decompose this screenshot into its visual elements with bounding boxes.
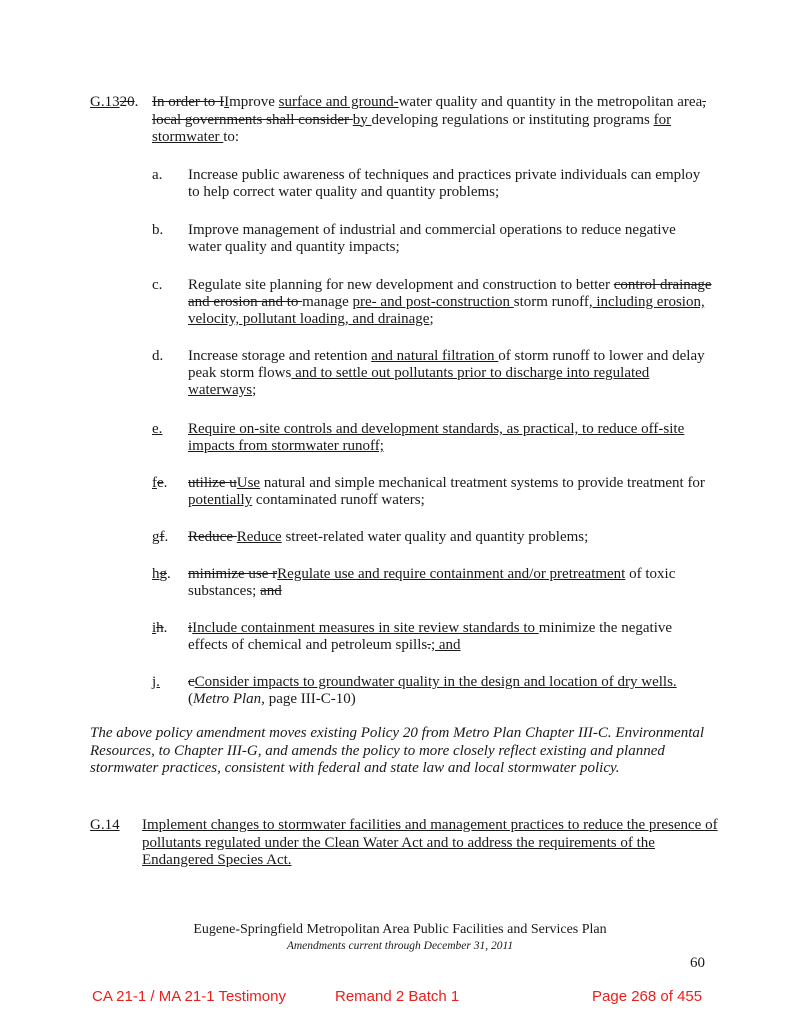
body-text: minimize the negative effects of chemical and petroleum spills [188,620,673,653]
policy-g13 [90,94,730,147]
deleted-text: utilize u [188,475,237,491]
deleted-text: i [188,620,193,636]
inserted-text: Regulate use and require containment and/or pretreatment [277,566,626,582]
list-label [152,475,167,492]
deleted-text: minimize use r [188,566,278,582]
body-text: water quality and quantity in the metropolitan area [398,94,703,110]
footer-title: Eugene-Springfield Metropolitan Area Public Facilities and Services Plan [193,922,607,937]
policy-number-dot: . [134,94,139,110]
body-text: to: [223,129,240,145]
deleted-text: In order to [152,94,220,110]
inserted-text: surface and ground- [278,94,399,110]
citation-page: page III-C-10) [264,691,356,707]
label-dot: . [164,529,169,545]
deleted-text: Reduce [188,529,237,545]
inserted-text: Use [236,475,261,491]
inserted-text: I [224,94,230,110]
list-item-f [152,475,712,509]
inserted-text: Require on-site controls and development standards, as practical, to reduce off-site impacts from stormwater runoff; [188,421,685,454]
label-new: i [152,620,157,636]
list-label: e. [152,421,163,437]
list-label: b. [152,222,164,238]
body-text: of storm runoff to lower and delay peak storm flows [188,348,705,381]
policy-number-new: G.13 [90,94,120,110]
policy-number-deleted: 20 [119,94,135,110]
inserted-text: by [352,111,372,128]
body-text: street-related water quality and quantity problems; [281,529,589,545]
label-deleted: h [156,620,164,636]
page-number: 60 [690,955,705,971]
list-item-e [152,421,712,455]
body-text: mprove [229,94,279,110]
list-text [188,529,712,546]
label-deleted: e [157,475,164,491]
deleted-text: , local governments shall consider [152,94,706,128]
list-text [188,674,712,708]
inserted-text: and to settle out pollutants prior to discharge into regulated waterways [188,365,650,398]
inserted-text: and natural filtration [371,348,499,364]
body-text: Regulate site planning for new development and construction to better [188,277,614,293]
list-label: c. [152,277,163,293]
deleted-text: . [427,637,431,653]
inserted-text: Consider impacts to groundwater quality in the design and location of dry wells. [194,674,677,690]
inserted-text: pre- and post-construction [352,294,514,310]
label-new: f [152,475,157,491]
label-dot: . [167,566,171,582]
list-label: a. [152,167,163,183]
list-item-i [152,620,712,654]
citation-paren: ( [188,691,193,707]
body-text: manage [302,294,353,310]
list-label [152,566,171,583]
list-item-j [152,674,712,708]
body-text: Increase storage and retention [188,348,372,364]
list-label: d. [152,348,164,364]
policy-g14 [90,817,730,870]
label-new: g [152,529,160,545]
body-text: of toxic substances; [188,566,676,599]
footer-subtitle: Amendments current through December 31, 2011 [286,940,514,952]
citation-title: Metro Plan, [193,691,265,707]
body-text: ; [252,382,257,398]
list-label: j. [152,674,160,690]
stamp-left: CA 21-1 / MA 21-1 Testimony [92,988,286,1005]
body-text: contaminated runoff waters; [252,492,425,508]
list-item-g [152,529,712,546]
stamp-right: Page 268 of 455 [592,988,703,1005]
list-text: Increase public awareness of techniques and practices private individuals can employ to help correct water quality and quantity problems; [188,167,701,200]
list-item-d [152,348,712,399]
list-item-h [152,566,712,600]
list-text [188,348,712,399]
deleted-text: control drainage and erosion and to [188,277,712,310]
policy-number: G.14 [90,817,120,833]
list-text [188,277,712,328]
body-text: storm runoff [513,294,589,310]
deleted-text: I [219,94,225,110]
label-dot: . [163,620,168,636]
body-text: natural and simple mechanical treatment systems to provide treatment for [260,475,705,491]
list-item-a [152,167,712,201]
list-text [188,475,712,509]
label-new: h [152,566,160,582]
inserted-text: , including erosion, velocity, pollutant loading, and drainage [188,294,705,327]
list-text [188,620,712,654]
list-label [152,529,168,546]
body-text: ; [429,311,434,327]
list-text: Improve management of industrial and commercial operations to reduce negative water quality and quantity impacts; [188,222,676,255]
amendment-note: The above policy amendment moves existing Policy 20 from Metro Plan Chapter III-C. Environmental Resources, to Chapter III-G, and amends the policy to more closely reflect existing and planned stormwater practices, consistent with federal and state law and local stormwater policy. [90,725,705,776]
label-deleted: g [159,566,167,582]
inserted-text: ; and [430,637,461,653]
deleted-text: and [260,583,282,599]
label-deleted: f [159,529,165,545]
list-label [152,620,167,637]
inserted-text: potentially [188,492,253,508]
inserted-text: Implement changes to stormwater facilities and management practices to reduce the presence of pollutants regulated under the Clean Water Act and to address the requirements of the Endangered Species Act. [142,817,718,868]
list-item-c [152,277,712,328]
policy-number [90,94,138,112]
list-item-b [152,222,712,256]
body-text: developing regulations or instituting programs [371,111,654,128]
policy-text [152,94,730,147]
label-dot: . [163,475,168,491]
list-text [188,566,712,600]
inserted-text: Include containment measures in site review standards to [192,620,539,636]
stamp-middle: Remand 2 Batch 1 [335,988,460,1005]
inserted-text: for stormwater [152,111,672,145]
deleted-text: c [188,674,195,690]
inserted-text: Reduce [236,529,282,545]
